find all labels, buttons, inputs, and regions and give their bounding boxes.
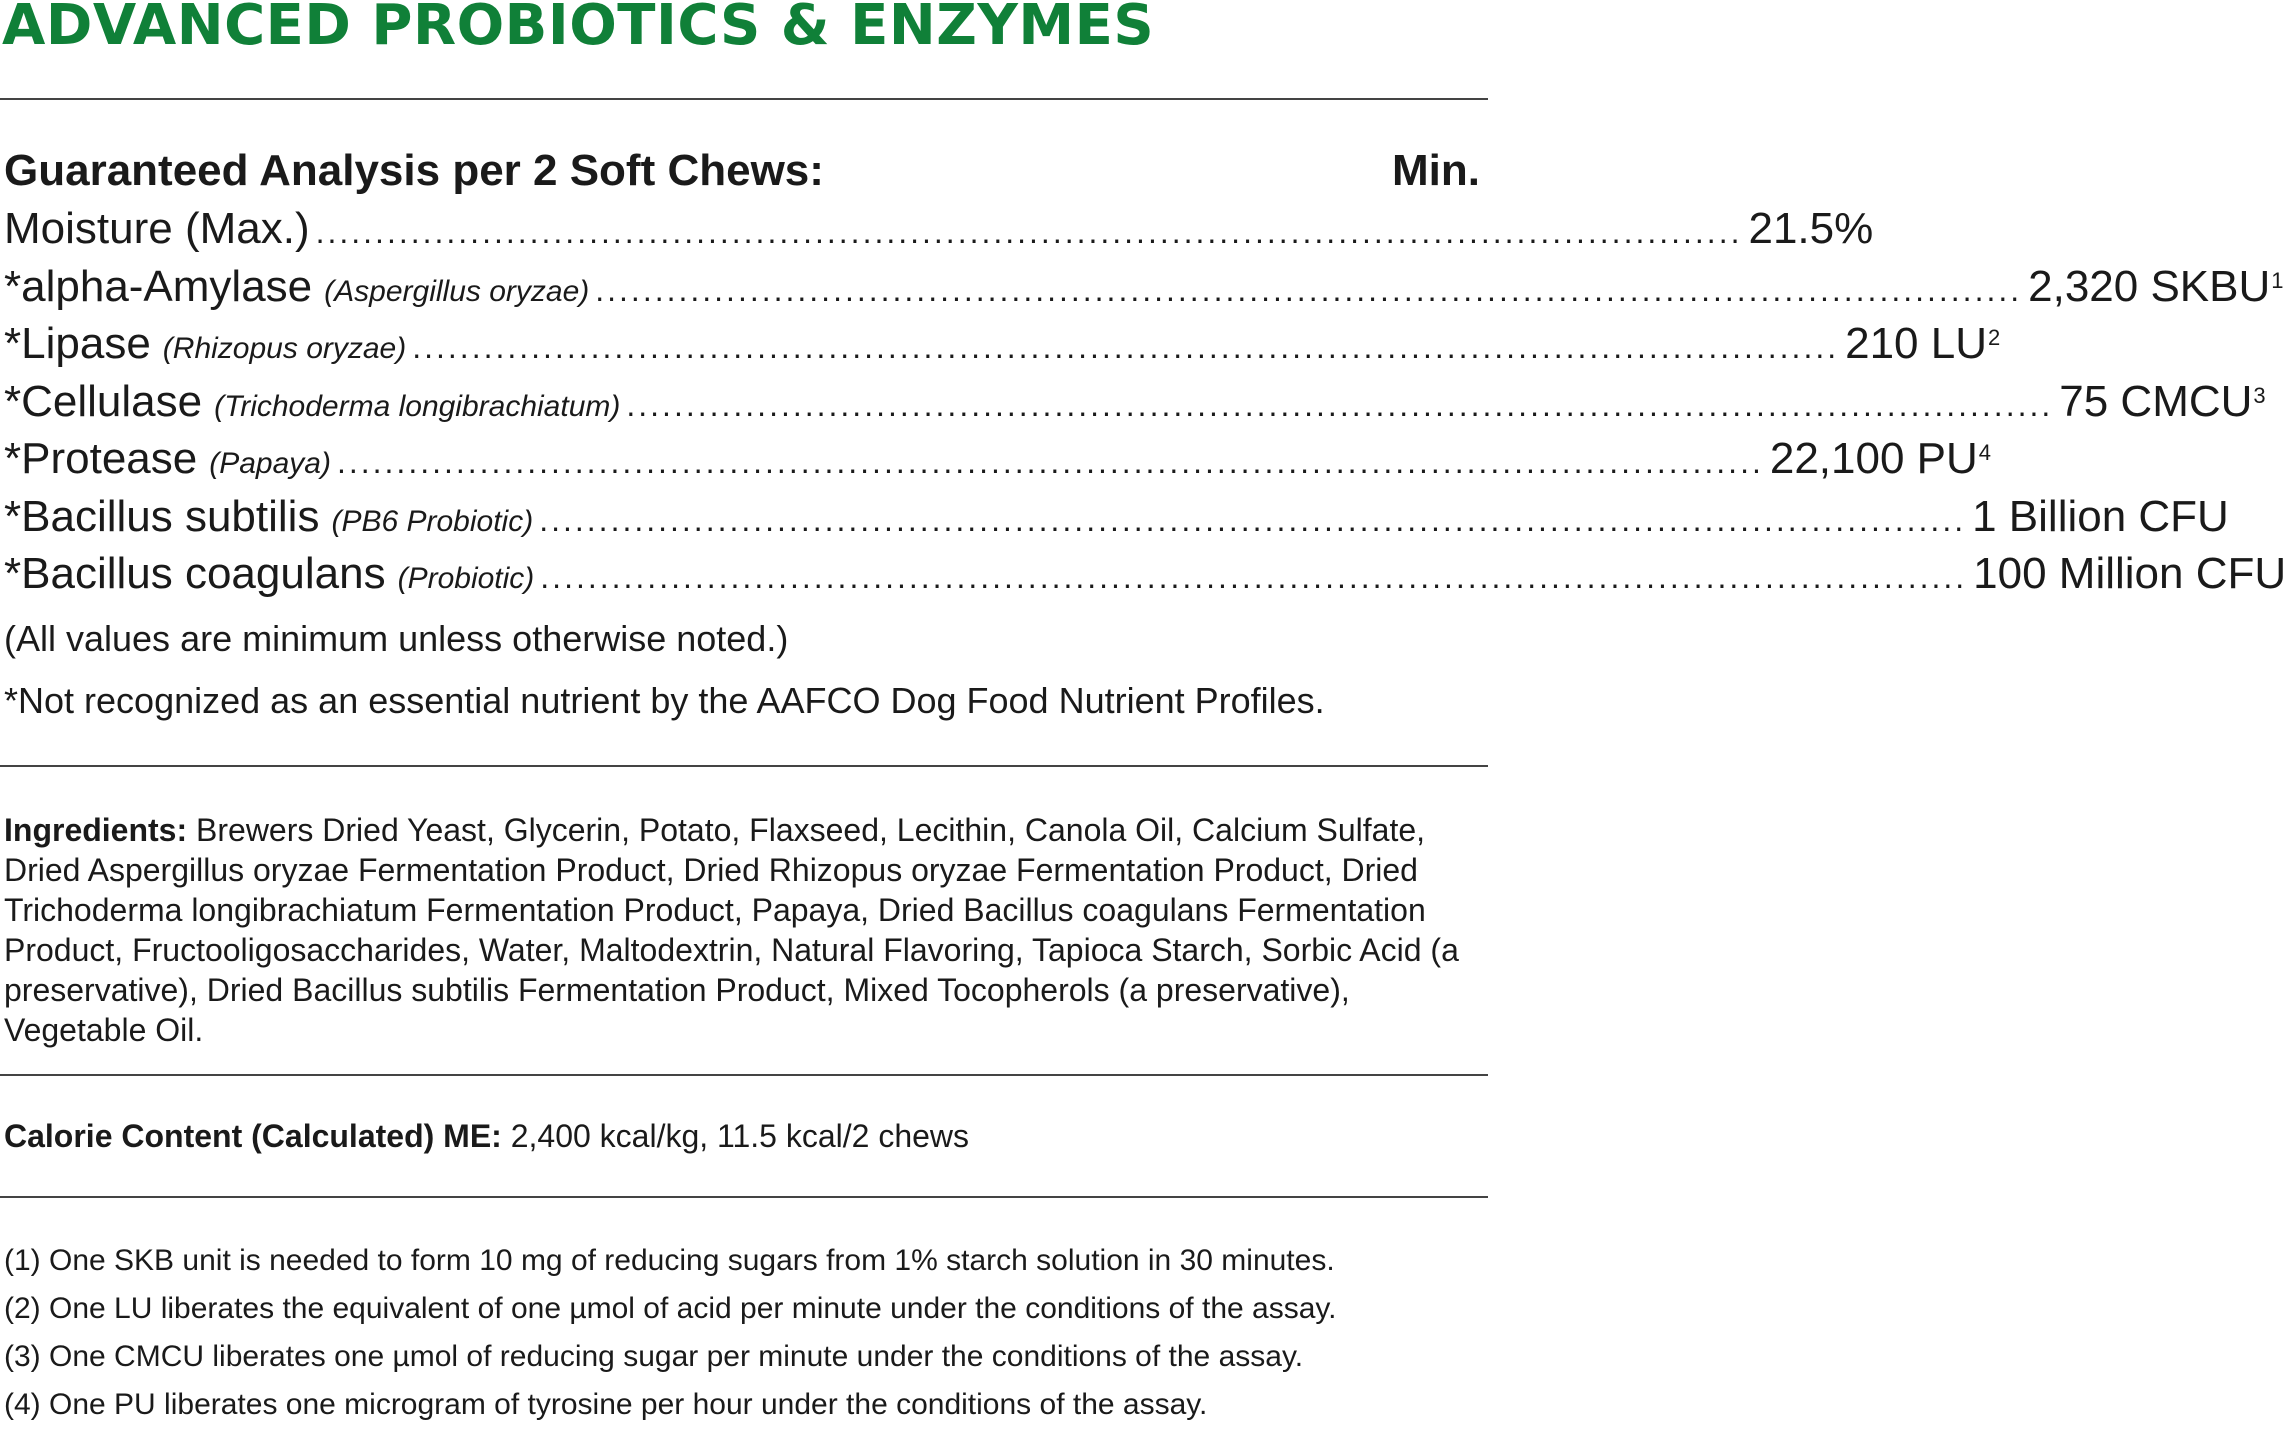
leader-dots: ........................................................................................................................ bbox=[412, 329, 1840, 365]
row-prefix: * bbox=[4, 376, 22, 426]
row-prefix: * bbox=[4, 434, 22, 483]
analysis-row-cellulase bbox=[4, 373, 2266, 431]
leader-dots: ........................................................................................................................ bbox=[540, 559, 1968, 595]
row-footnote-ref: 1 bbox=[2271, 267, 2284, 293]
calorie-label: Calorie Content (Calculated) ME: bbox=[4, 1118, 502, 1154]
divider-footnotes bbox=[0, 1196, 1488, 1198]
footnote-1: (1) One SKB unit is needed to form 10 mg of reducing sugars from 1% starch solution in 30 minutes. bbox=[4, 1244, 1335, 1277]
row-latin: (Papaya) bbox=[209, 447, 331, 480]
row-value: 22,100 PU bbox=[1769, 434, 1978, 483]
row-prefix: * bbox=[4, 319, 22, 368]
row-name: Moisture (Max.) bbox=[4, 204, 310, 253]
row-footnote-ref: 3 bbox=[2253, 382, 2266, 408]
calorie-content bbox=[4, 1118, 969, 1155]
row-value: 21.5% bbox=[1748, 204, 1874, 253]
row-name: Cellulase bbox=[21, 376, 203, 426]
footnote-4: (4) One PU liberates one microgram of tyrosine per hour under the conditions of the assay. bbox=[4, 1388, 1208, 1421]
row-value: 100 Million CFU bbox=[1973, 549, 2286, 598]
row-latin: (Rhizopus oryzae) bbox=[162, 332, 407, 365]
ingredients-label: Ingredients: bbox=[4, 812, 188, 848]
analysis-row-alpha-amylase bbox=[4, 258, 2284, 316]
row-footnote-ref: 4 bbox=[1978, 440, 1992, 465]
footnotes bbox=[4, 1237, 1498, 1429]
row-name: Lipase bbox=[21, 319, 151, 368]
guaranteed-analysis bbox=[4, 142, 2286, 603]
min-label: Min. bbox=[1392, 146, 1480, 195]
row-prefix: * bbox=[4, 261, 22, 311]
analysis-heading: Guaranteed Analysis per 2 Soft Chews: bbox=[4, 146, 824, 195]
row-latin: (Trichoderma longibrachiatum) bbox=[214, 389, 621, 423]
analysis-row-bacillus-coagulans bbox=[4, 545, 2286, 603]
row-latin: (PB6 Probiotic) bbox=[331, 504, 534, 538]
row-latin: (Probiotic) bbox=[397, 562, 535, 595]
calorie-value: 2,400 kcal/kg, 11.5 kcal/2 chews bbox=[501, 1118, 970, 1154]
row-name: Protease bbox=[21, 434, 198, 483]
analysis-row-protease bbox=[4, 430, 1992, 488]
row-name: alpha-Amylase bbox=[21, 261, 313, 311]
analysis-heading-row bbox=[4, 142, 1488, 200]
row-value: 210 LU bbox=[1845, 319, 1987, 368]
ingredients-text: Brewers Dried Yeast, Glycerin, Potato, Flaxseed, Lecithin, Canola Oil, Calcium Sulfate, Dried Aspergillus oryzae Fermentation Product, Dried Rhizopus oryzae Fermentation Product, Dried Trichoderma longibrachiatum Fermentation Product, Papaya, Dried Bacillus coagulans Fermentation Product, Fructooligosaccharides, Water, Maltodextrin, Natural Flavoring, Tapioca Starch, Sorbic Acid (a preservative), Dried Bacillus subtilis Fermentation Product, Mixed Tocopherols (a preservative), Vegetable Oil. bbox=[4, 812, 1459, 1048]
note-aafco: *Not recognized as an essential nutrient by the AAFCO Dog Food Nutrient Profiles. bbox=[4, 680, 1325, 721]
leader-dots: ........................................................................................................................ bbox=[315, 214, 1743, 250]
row-prefix: * bbox=[4, 549, 22, 598]
leader-dots: ........................................................................................................................ bbox=[626, 386, 2054, 423]
row-name: Bacillus coagulans bbox=[21, 549, 386, 598]
page-title: ADVANCED PROBIOTICS & ENZYMES bbox=[2, 0, 1155, 58]
analysis-row-lipase bbox=[4, 315, 2001, 373]
leader-dots: ........................................................................................................................ bbox=[595, 271, 2023, 308]
row-latin: (Aspergillus oryzae) bbox=[324, 274, 590, 308]
ingredients-paragraph bbox=[4, 810, 1474, 1050]
analysis-row-bacillus-subtilis bbox=[4, 488, 2229, 546]
row-value: 1 Billion CFU bbox=[1972, 491, 2229, 541]
analysis-row-moisture bbox=[4, 200, 1874, 258]
row-footnote-ref: 2 bbox=[1988, 325, 2001, 350]
note-minimum: (All values are minimum unless otherwise noted.) bbox=[4, 618, 789, 659]
leader-dots: ........................................................................................................................ bbox=[539, 501, 1967, 538]
leader-dots: ........................................................................................................................ bbox=[336, 444, 1764, 480]
row-value: 2,320 SKBU bbox=[2028, 261, 2271, 311]
divider-calorie bbox=[0, 1074, 1488, 1076]
footnote-2: (2) One LU liberates the equivalent of one µmol of acid per minute under the conditions of the assay. bbox=[4, 1292, 1337, 1325]
row-prefix: * bbox=[4, 491, 22, 541]
footnote-3: (3) One CMCU liberates one µmol of reducing sugar per minute under the conditions of the assay. bbox=[4, 1340, 1304, 1373]
row-name: Bacillus subtilis bbox=[21, 491, 320, 541]
row-value: 75 CMCU bbox=[2059, 376, 2253, 426]
divider-top bbox=[0, 98, 1488, 100]
divider-ingredients bbox=[0, 765, 1488, 767]
